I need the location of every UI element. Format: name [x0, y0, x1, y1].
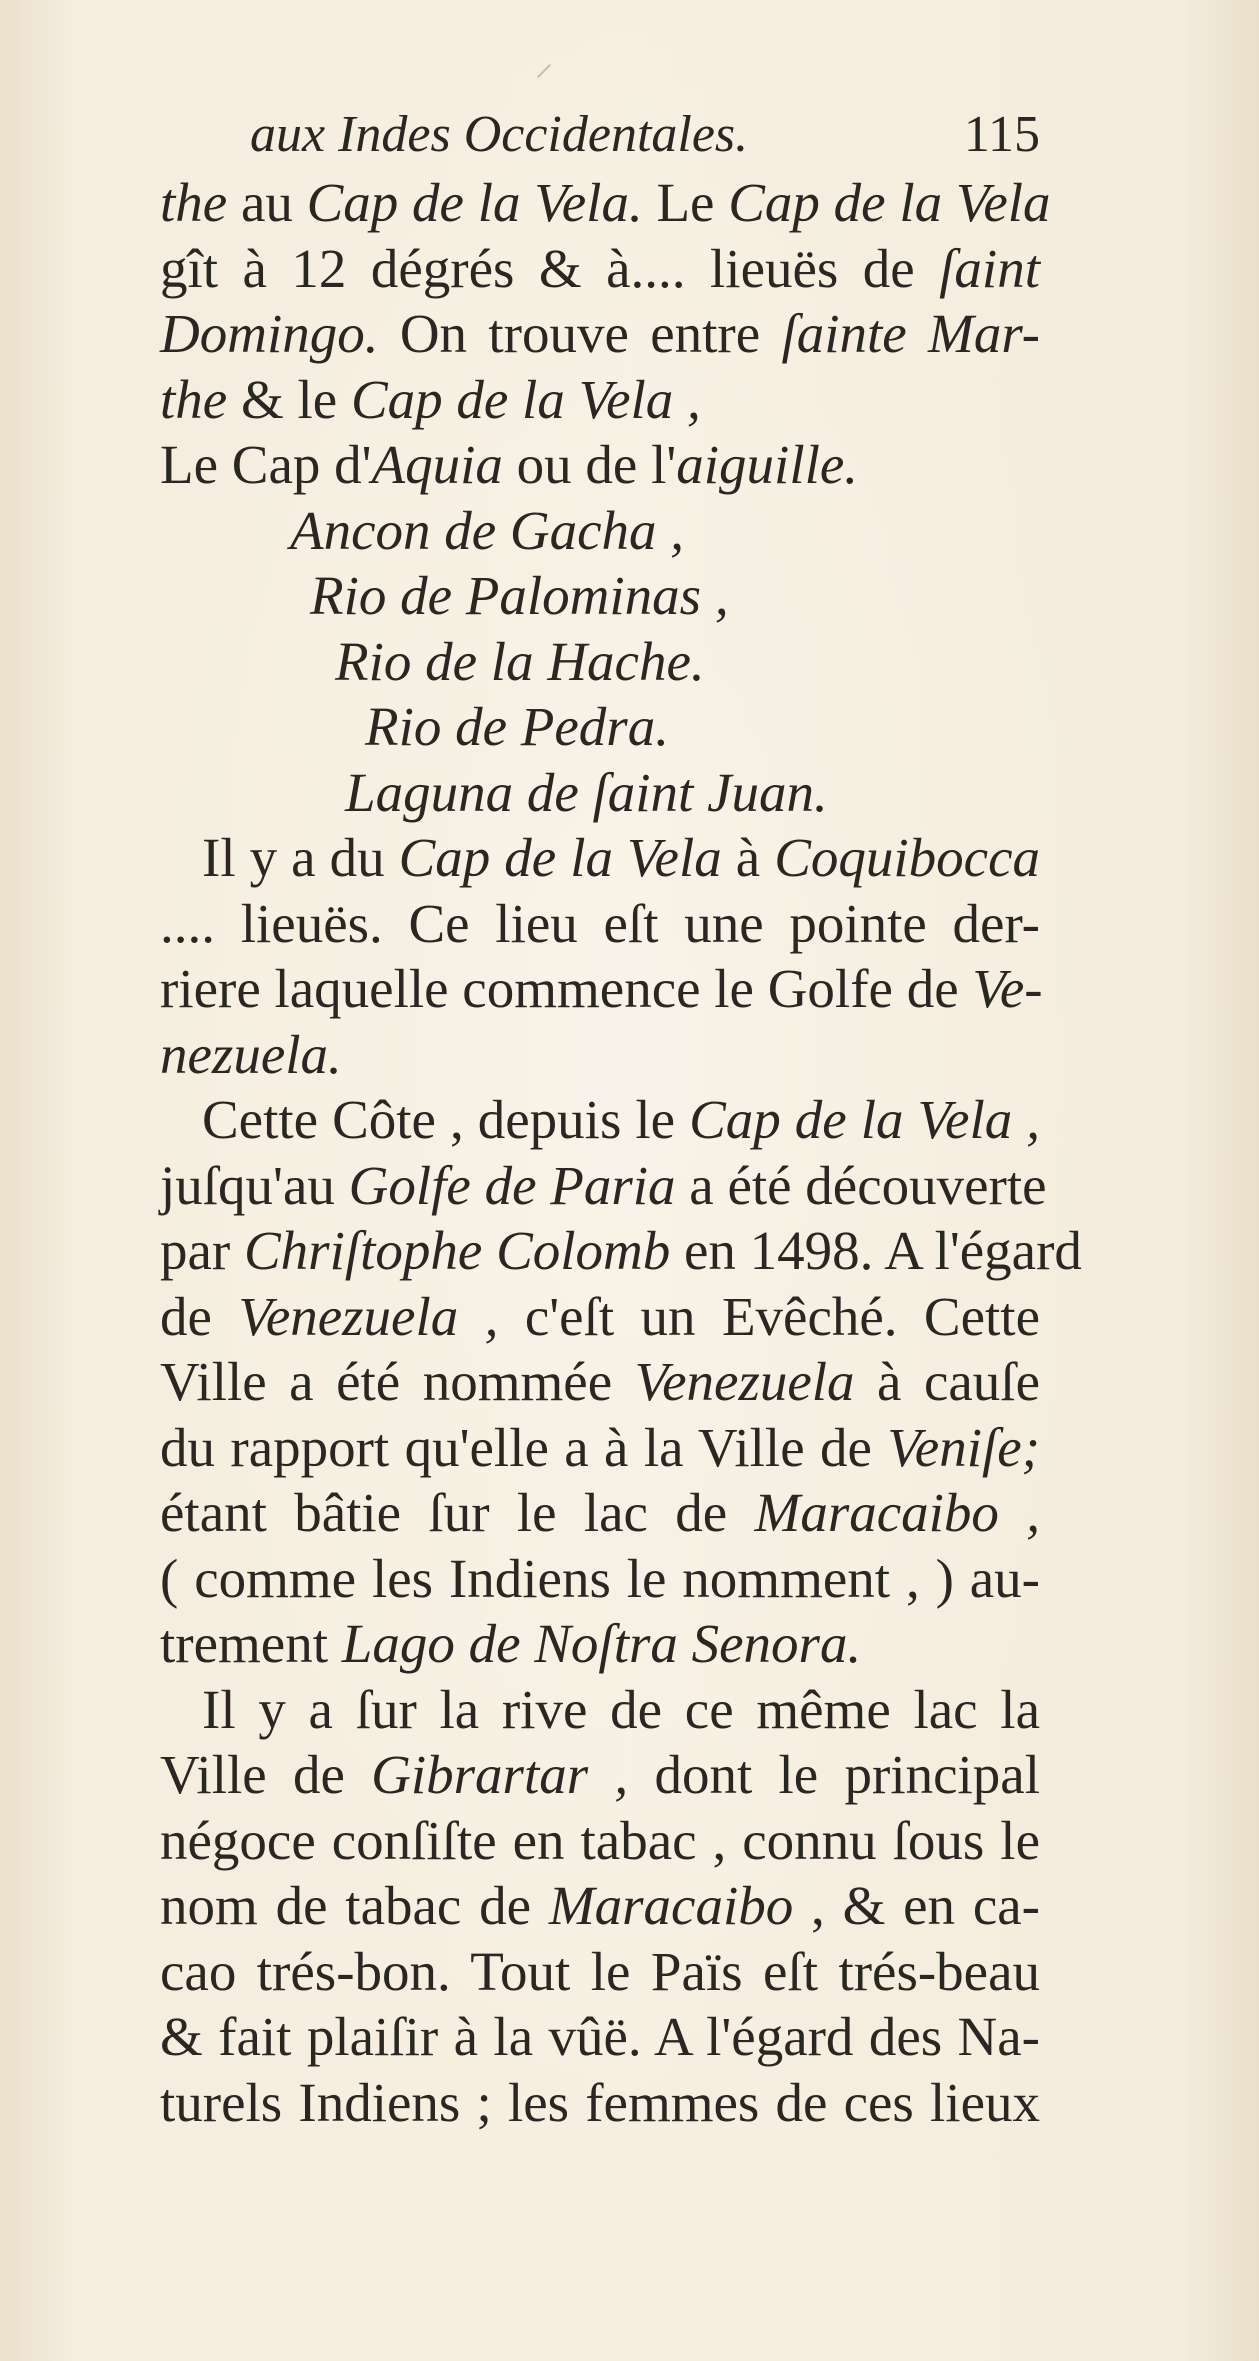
text-run: a été découverte — [675, 1154, 1047, 1216]
italic-text: Laguna de ſaint Juan. — [345, 761, 828, 823]
text-line — [160, 498, 1040, 564]
italic-text: Domingo. — [160, 303, 379, 364]
text-run: à cauſe — [854, 1351, 1040, 1412]
text-run: dont le principal — [628, 1744, 1040, 1805]
text-line — [160, 2070, 1040, 2136]
italic-text: Chriſtophe Colomb — [243, 1220, 671, 1281]
text-run: ( comme les Indiens le nomment , ) au- — [160, 1547, 1040, 1609]
text-line — [160, 1808, 1040, 1874]
text-line — [160, 1480, 1040, 1546]
text-line — [160, 891, 1040, 957]
text-line — [160, 2004, 1040, 2070]
page-number: 115 — [963, 106, 1040, 163]
text-run: par — [160, 1220, 244, 1281]
text-block — [160, 100, 1082, 2135]
text-run: trement — [160, 1613, 342, 1674]
text-run: Ville de — [160, 1744, 372, 1805]
italic-text: Veniſe; — [887, 1416, 1040, 1478]
text-run: au — [227, 172, 307, 233]
text-run: Le Cap d' — [160, 434, 372, 495]
italic-text: ſaint — [939, 237, 1040, 299]
italic-text: nezuela. — [160, 1023, 342, 1085]
italic-text: Maracaibo , — [754, 1482, 1040, 1543]
italic-text: Rio de Pedra. — [365, 696, 669, 757]
text-run: Cette Côte , depuis le — [202, 1089, 690, 1150]
text-line — [160, 1611, 1040, 1677]
running-head — [160, 100, 1040, 170]
italic-text: Cap de la Vela. — [306, 172, 643, 233]
italic-text: Cap de la Vela — [398, 827, 722, 888]
italic-text: Maracaibo — [548, 1875, 794, 1936]
running-title: aux Indes Occidentales. — [250, 106, 749, 163]
text-run: gît à 12 dégrés & à.... lieuës de — [160, 237, 940, 299]
text-run: Il y a du — [202, 827, 399, 888]
text-run: Ville a été nommée — [160, 1351, 635, 1412]
text-run: à — [721, 827, 775, 888]
italic-text: ſainte Mar- — [781, 303, 1040, 364]
italic-text: Cap de la Vela , — [689, 1089, 1040, 1150]
text-line — [160, 825, 1040, 891]
italic-text: Golfe de Paria — [348, 1154, 676, 1216]
italic-text: Rio de Palominas , — [310, 565, 729, 626]
text-line — [160, 236, 1040, 302]
italic-text: Coquibocca — [774, 827, 1040, 888]
text-run: On trouve entre — [378, 303, 782, 364]
italic-text: the — [160, 368, 228, 430]
text-line — [160, 301, 1040, 367]
text-line — [160, 1873, 1040, 1939]
text-run: étant bâtie ſur le lac de — [160, 1482, 755, 1543]
text-line — [160, 170, 1051, 236]
text-line — [160, 760, 1040, 826]
italic-text: the — [160, 172, 228, 233]
text-line — [160, 1415, 1040, 1481]
text-run: .... lieuës. Ce lieu eſt une pointe der- — [160, 892, 1040, 954]
text-line — [160, 1546, 1040, 1612]
text-run: Le — [642, 172, 729, 233]
text-line — [160, 432, 1040, 498]
text-run: de — [160, 1285, 239, 1347]
text-run: du rapport qu'elle a à la Ville de — [160, 1416, 888, 1478]
text-line — [160, 629, 1040, 695]
italic-text: aiguille. — [676, 434, 859, 495]
text-run: Il y a ſur la rive de ce même lac la — [202, 1678, 1040, 1740]
text-line — [160, 563, 1040, 629]
text-run: cao trés-bon. Tout le Païs eſt trés-beau — [160, 1940, 1040, 2002]
text-line — [160, 956, 1043, 1022]
italic-text: Venezuela — [634, 1351, 855, 1412]
text-run: c'eſt un Evêché. Cette — [498, 1285, 1041, 1347]
text-line — [160, 367, 1040, 433]
text-run: ou de l' — [502, 434, 677, 495]
italic-text: Cap de la Vela — [728, 172, 1051, 233]
text-line — [160, 1153, 1047, 1219]
text-run: en 1498. A l'égard — [670, 1220, 1082, 1281]
italic-text: Gibrartar , — [371, 1744, 629, 1805]
italic-text: Rio de la Hache. — [335, 630, 705, 692]
text-line — [160, 1022, 1040, 1088]
text-run: nom de tabac de — [160, 1875, 549, 1936]
text-line — [160, 1677, 1040, 1743]
text-run: , & en ca- — [793, 1875, 1040, 1936]
text-run: turels Indiens ; les femmes de ces lieux — [160, 2071, 1040, 2133]
text-line — [160, 1939, 1040, 2005]
ink-mark — [537, 64, 551, 78]
text-line — [160, 1218, 1082, 1284]
text-line — [160, 1742, 1040, 1808]
text-run: & le — [227, 368, 351, 430]
italic-text: Aquia — [371, 434, 503, 495]
text-line — [160, 694, 1040, 760]
italic-text: Ve- — [972, 958, 1043, 1019]
text-run: riere laquelle commence le Golfe de — [160, 958, 973, 1019]
text-line — [160, 1087, 1040, 1153]
italic-text: Cap de la Vela , — [350, 368, 701, 430]
italic-text: Ancon de Gacha , — [290, 499, 685, 561]
text-run: négoce conſiſte en tabac , connu ſous le — [160, 1809, 1040, 1871]
italic-text: Lago de Noſtra Senora. — [341, 1613, 862, 1674]
body-text — [160, 170, 1082, 2135]
text-run: juſqu'au — [160, 1154, 349, 1216]
italic-text: Venezuela , — [238, 1285, 499, 1347]
text-line — [160, 1284, 1040, 1350]
text-line — [160, 1349, 1040, 1415]
text-run: & fait plaiſir à la vûë. A l'égard des Na- — [160, 2006, 1040, 2067]
